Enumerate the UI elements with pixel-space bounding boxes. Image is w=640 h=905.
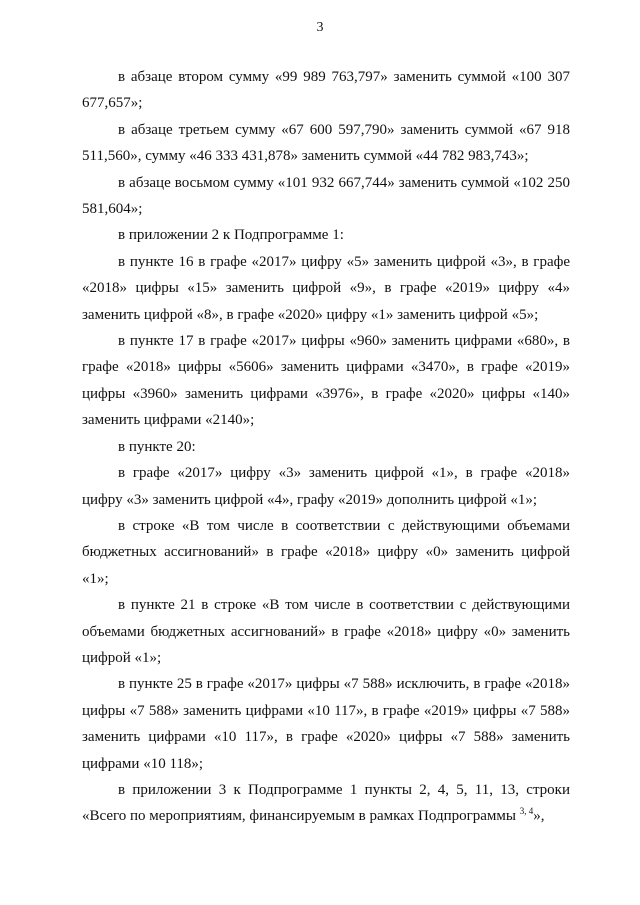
paragraph-5: в пункте 16 в графе «2017» цифру «5» заменить цифрой «3», в графе «2018» цифры «15» заменить цифрой «9», в графе «2019» цифру «4» заменить цифрой «8», в графе «2020» цифру «1» заменить цифрой «5»; [82,253,570,323]
paragraph-6: в пункте 17 в графе «2017» цифры «960» заменить цифрами «680», в графе «2018» цифры «5606» заменить цифрами «3470», в графе «2019» цифры «3960» заменить цифрами «3976», в графе «2020» цифры «140» заменить цифрами «2140»; [82,333,570,429]
paragraph-9: в строке «В том числе в соответствии с действующими объемами бюджетных ассигнований» в графе «2018» цифру «0» заменить цифрой «1»; [82,517,570,587]
document-body [82,64,570,830]
paragraph-1: в абзаце втором сумму «99 989 763,797» заменить суммой «100 307 677,657»; [82,69,570,112]
paragraph-4: в приложении 2 к Подпрограмме 1: [118,227,344,244]
paragraph-12-text: в приложении 3 к Подпрограмме 1 пункты 2, 4, 5, 11, 13, строки «Всего по мероприятиям, финансируемым в рамках Подпрограммы [82,781,570,825]
paragraph-10: в пункте 21 в строке «В том числе в соответствии с действующими объемами бюджетных ассигнований» в графе «2018» цифру «0» заменить цифрой «1»; [82,597,570,666]
paragraph-3: в абзаце восьмом сумму «101 932 667,744» заменить суммой «102 250 581,604»; [82,174,570,218]
paragraph-7: в пункте 20: [118,438,196,455]
paragraph-8: в графе «2017» цифру «3» заменить цифрой «1», в графе «2018» цифру «3» заменить цифрой «4», графу «2019» дополнить цифрой «1»; [82,465,570,508]
paragraph-12 [82,777,570,830]
paragraph-2: в абзаце третьем сумму «67 600 597,790» заменить суммой «67 918 511,560», сумму «46 333 431,878» заменить суммой «44 782 983,743»; [82,121,570,165]
paragraph-12-tail: », [533,808,545,825]
page-number: 3 [316,20,324,35]
paragraph-11: в пункте 25 в графе «2017» цифры «7 588» исключить, в графе «2018» цифры «7 588» заменить цифрами «10 117», в графе «2019» цифры «7 588» заменить цифрами «10 117», в графе «2020» цифры «7 588» заменить цифрами «10 118»; [82,676,570,772]
paragraph-12-superscript: 3, 4 [519,806,534,817]
